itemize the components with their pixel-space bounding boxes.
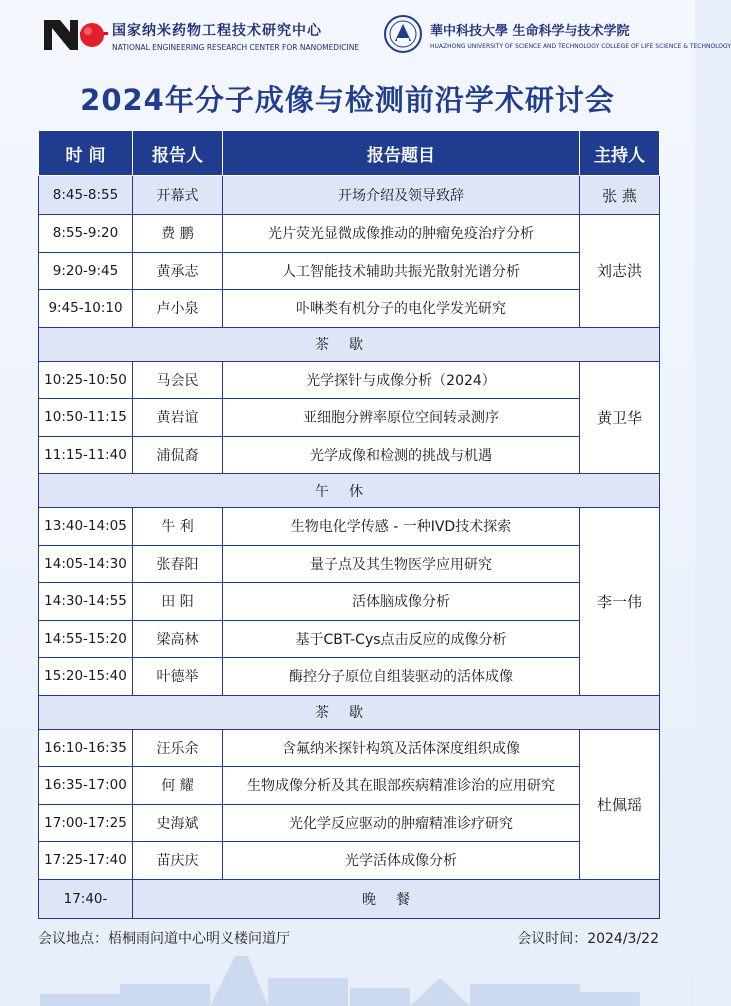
topic-cell: 生物成像分析及其在眼部疾病精准诊治的应用研究 [223,767,580,805]
speaker-cell: 叶德举 [133,658,223,696]
time-cell: 15:20-15:40 [39,658,133,696]
topic-cell: 开场介绍及领导致辞 [223,176,580,215]
topic-cell: 光学成像和检测的挑战与机遇 [223,436,580,474]
speaker-cell: 卢小泉 [133,290,223,328]
date-value: 2024/3/22 [587,931,659,947]
table-row [39,252,660,290]
table-row [39,583,660,621]
table-row [39,804,660,842]
time-cell: 9:20-9:45 [39,252,133,290]
topic-cell: 光学探针与成像分析（2024） [223,361,580,399]
left-org-name-en: NATIONAL ENGINEERING RESEARCH CENTER FOR NANOMEDICINE [112,43,360,52]
table-row [39,729,660,767]
date-label: 会议时间： [517,931,588,947]
host-cell: 刘志洪 [580,215,660,328]
break-row [39,327,660,361]
col-header-time: 时 间 [39,131,133,176]
time-cell: 14:55-15:20 [39,620,133,658]
speaker-cell: 黄承志 [133,252,223,290]
speaker-cell: 牛 利 [133,508,223,546]
speaker-cell: 开幕式 [133,176,223,215]
time-cell: 17:40- [39,879,133,918]
speaker-cell: 苗庆庆 [133,842,223,880]
col-header-host: 主持人 [580,131,660,176]
speaker-cell: 史海斌 [133,804,223,842]
speaker-cell: 田 阳 [133,583,223,621]
meeting-location [38,928,290,948]
table-row [39,658,660,696]
topic-cell: 人工智能技术辅助共振光散射光谱分析 [223,252,580,290]
time-cell: 14:30-14:55 [39,583,133,621]
speaker-cell: 费 鹏 [133,215,223,253]
location-value: 梧桐雨问道中心明义楼问道厅 [108,931,290,947]
opening-row [39,176,660,215]
break-label: 茶歇 [39,327,660,361]
time-cell: 10:50-11:15 [39,399,133,437]
table-row [39,767,660,805]
host-cell: 李一伟 [580,508,660,696]
topic-cell: 卟啉类有机分子的电化学发光研究 [223,290,580,328]
dinner-row [39,879,660,918]
col-header-topic: 报告题目 [223,131,580,176]
speaker-cell: 何 耀 [133,767,223,805]
time-cell: 16:10-16:35 [39,729,133,767]
speaker-cell: 汪乐余 [133,729,223,767]
hust-emblem-icon [383,14,423,54]
topic-cell: 活体脑成像分析 [223,583,580,621]
host-cell: 张 燕 [580,176,660,215]
right-org-name: 華中科技大學 生命科学与技术学院 [430,24,630,39]
table-row [39,290,660,328]
left-org-name: 国家纳米药物工程技术研究中心 [112,23,322,39]
location-label: 会议地点： [38,931,108,947]
speaker-cell: 张春阳 [133,545,223,583]
header [0,10,731,60]
break-label: 茶歇 [39,695,660,729]
time-cell: 17:00-17:25 [39,804,133,842]
speaker-cell: 浦侃裔 [133,436,223,474]
table-row [39,842,660,880]
table-row [39,215,660,253]
nanomedicine-center-logo [42,16,108,54]
break-row [39,695,660,729]
table-header-row [39,131,660,176]
table-row [39,436,660,474]
time-cell: 8:55-9:20 [39,215,133,253]
time-cell: 8:45-8:55 [39,176,133,215]
page-title: 2024年分子成像与检测前沿学术研讨会 [80,83,615,117]
topic-cell: 酶控分子原位自组装驱动的活体成像 [223,658,580,696]
time-cell: 17:25-17:40 [39,842,133,880]
time-cell: 11:15-11:40 [39,436,133,474]
break-row [39,474,660,508]
speaker-cell: 黄岩谊 [133,399,223,437]
topic-cell: 光化学反应驱动的肿瘤精准诊疗研究 [223,804,580,842]
meeting-date [517,928,659,948]
topic-cell: 光片荧光显微成像推动的肿瘤免疫治疗分析 [223,215,580,253]
topic-cell: 含氟纳米探针构筑及活体深度组织成像 [223,729,580,767]
table-row [39,620,660,658]
topic-cell: 基于CBT-Cys点击反应的成像分析 [223,620,580,658]
speaker-cell: 马会民 [133,361,223,399]
table-row [39,399,660,437]
host-cell: 黄卫华 [580,361,660,474]
time-cell: 10:25-10:50 [39,361,133,399]
speaker-cell: 梁高林 [133,620,223,658]
schedule-table [38,130,660,919]
time-cell: 14:05-14:30 [39,545,133,583]
break-label: 午休 [39,474,660,508]
col-header-speaker: 报告人 [133,131,223,176]
time-cell: 9:45-10:10 [39,290,133,328]
topic-cell: 量子点及其生物医学应用研究 [223,545,580,583]
table-row [39,361,660,399]
campus-skyline-decoration [0,948,695,1006]
table-row [39,508,660,546]
table-row [39,545,660,583]
topic-cell: 光学活体成像分析 [223,842,580,880]
right-org-name-en: HUAZHONG UNIVERSITY OF SCIENCE AND TECHNOLOGY COLLEGE OF LIFE SCIENCE & TECHNOLOGY [430,43,731,50]
time-cell: 16:35-17:00 [39,767,133,805]
topic-cell: 亚细胞分辨率原位空间转录测序 [223,399,580,437]
host-cell: 杜佩瑶 [580,729,660,879]
time-cell: 13:40-14:05 [39,508,133,546]
dinner-label: 晚餐 [133,879,660,918]
topic-cell: 生物电化学传感 - 一种IVD技术探索 [223,508,580,546]
